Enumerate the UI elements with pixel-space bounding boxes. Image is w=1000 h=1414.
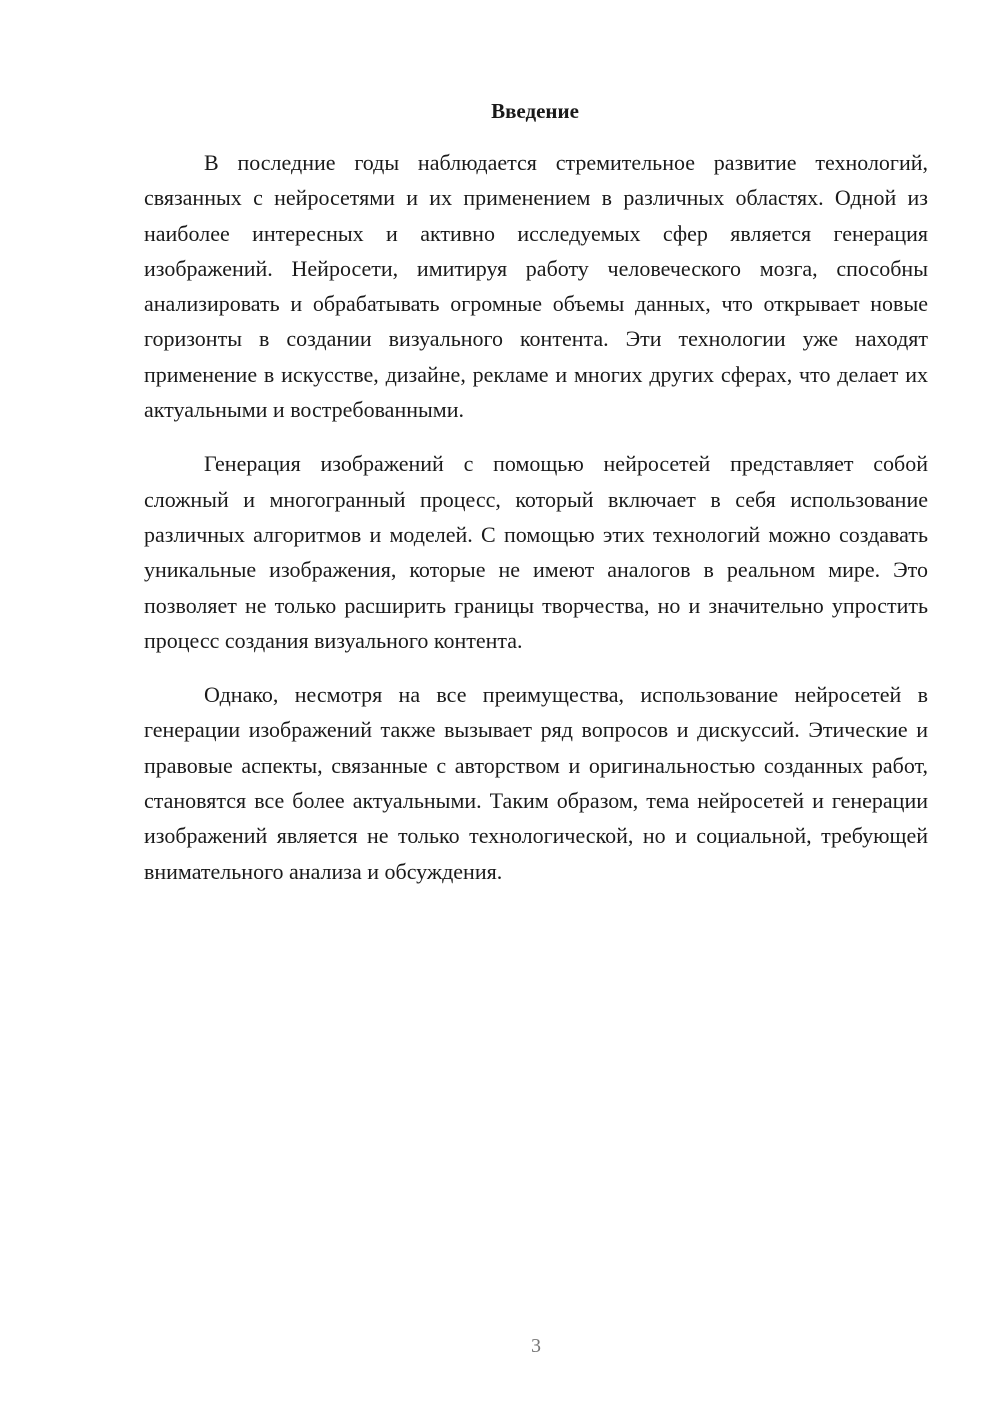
paragraph-2: Генерация изображений с помощью нейросетей представляет собой сложный и многогранный процесс, который включает в себя использование различных алгоритмов и моделей. С помощью этих технологий можно создавать уникальные изображения, которые не имеют аналогов в реальном мире. Это позволяет не только расширить границы творчества, но и значительно упростить процесс создания визуального контента.: [144, 451, 928, 653]
paragraph-3: Однако, несмотря на все преимущества, использование нейросетей в генерации изображений также вызывает ряд вопросов и дискуссий. Этические и правовые аспекты, связанные с авторством и оригинальностью созданных работ, становятся все более актуальными. Таким образом, тема нейросетей и генерации изображений является не только технологической, но и социальной, требующей внимательного анализа и обсуждения.: [144, 682, 928, 884]
paragraph-1: В последние годы наблюдается стремительное развитие технологий, связанных с нейросетями и их применением в различных областях. Одной из наиболее интересных и активно исследуемых сфер является генерация изображений. Нейросети, имитируя работу человеческого мозга, способны анализировать и обрабатывать огромные объемы данных, что открывает новые горизонты в создании визуального контента. Эти технологии уже находят применение в искусстве, дизайне, рекламе и многих других сферах, что делает их актуальными и востребованными.: [144, 150, 928, 423]
section-heading: Введение: [491, 99, 579, 123]
body-text: [144, 145, 928, 908]
page-number: 3: [531, 1335, 541, 1357]
